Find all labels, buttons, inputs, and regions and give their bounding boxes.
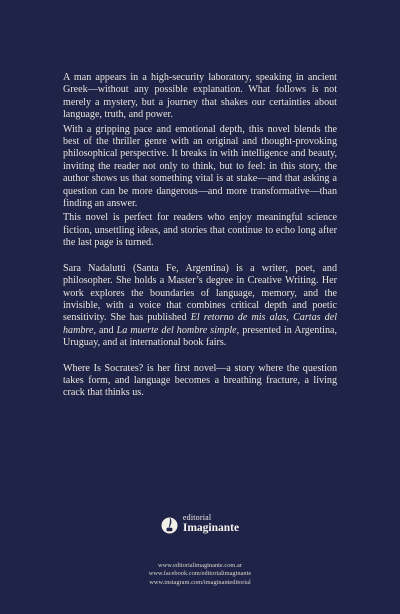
synopsis-paragraph-1: A man appears in a high-security laboratory, speaking in ancient Greek—without any possible explanation. What follows is not merely a mystery, but a journey that shakes our certainties about language, truth, and power. xyxy=(63,72,337,121)
publisher-name: Imaginante xyxy=(182,522,240,534)
bio-outro: , presented in Argentina, Uruguay, and at international book fairs. xyxy=(63,324,337,349)
back-cover-text xyxy=(63,72,337,400)
publisher-label: editorial xyxy=(182,513,212,522)
bio-separator-2: , and xyxy=(93,324,117,336)
synopsis-paragraph-3: This novel is perfect for readers who enjoy meaningful science fiction, unsettling ideas, and stories that continue to echo long after the last page is turned. xyxy=(63,212,337,249)
book-title-3: La muerte del hombre simple xyxy=(116,324,237,336)
book-title-1: El retorno de mis alas xyxy=(190,312,287,324)
inkwell-quill-icon xyxy=(161,515,178,534)
bio-intro: Sara Nadalutti (Santa Fe, Argentina) is a writer, poet, and philosopher. She holds a Master’s degree in Creative Writing. Her work explores the boundaries of language, memory, and the invisible, with a voice that combines critical depth and poetic sensitivity. She has published xyxy=(63,262,337,324)
closing-paragraph: Where Is Socrates? is her first novel—a story where the question takes form, and language becomes a breathing fracture, a living crack that thinks us. xyxy=(63,362,337,399)
bio-separator-1: , xyxy=(286,312,294,324)
instagram-link[interactable]: www.instagram.com/imaginanteditorial xyxy=(149,578,251,586)
synopsis-paragraph-2: With a gripping pace and emotional depth, this novel blends the best of the thriller genre with an original and thought-provoking philosophical perspective. It breaks in with intelligence and beauty, inviting the reader not only to think, but to feel: in this story, the author shows us that something vital is at stake—and that asking a question can be more dangerous—and more transformative—than finding an answer. xyxy=(63,123,337,210)
publisher-logo xyxy=(0,514,400,539)
website-link[interactable]: www.editorialimaginante.com.ar xyxy=(158,562,242,569)
facebook-link[interactable]: www.facebook.com/editorialimaginante xyxy=(148,570,252,578)
publisher-links xyxy=(0,562,400,587)
author-bio xyxy=(63,263,337,350)
book-title-2: Cartas del hambre xyxy=(63,312,337,336)
